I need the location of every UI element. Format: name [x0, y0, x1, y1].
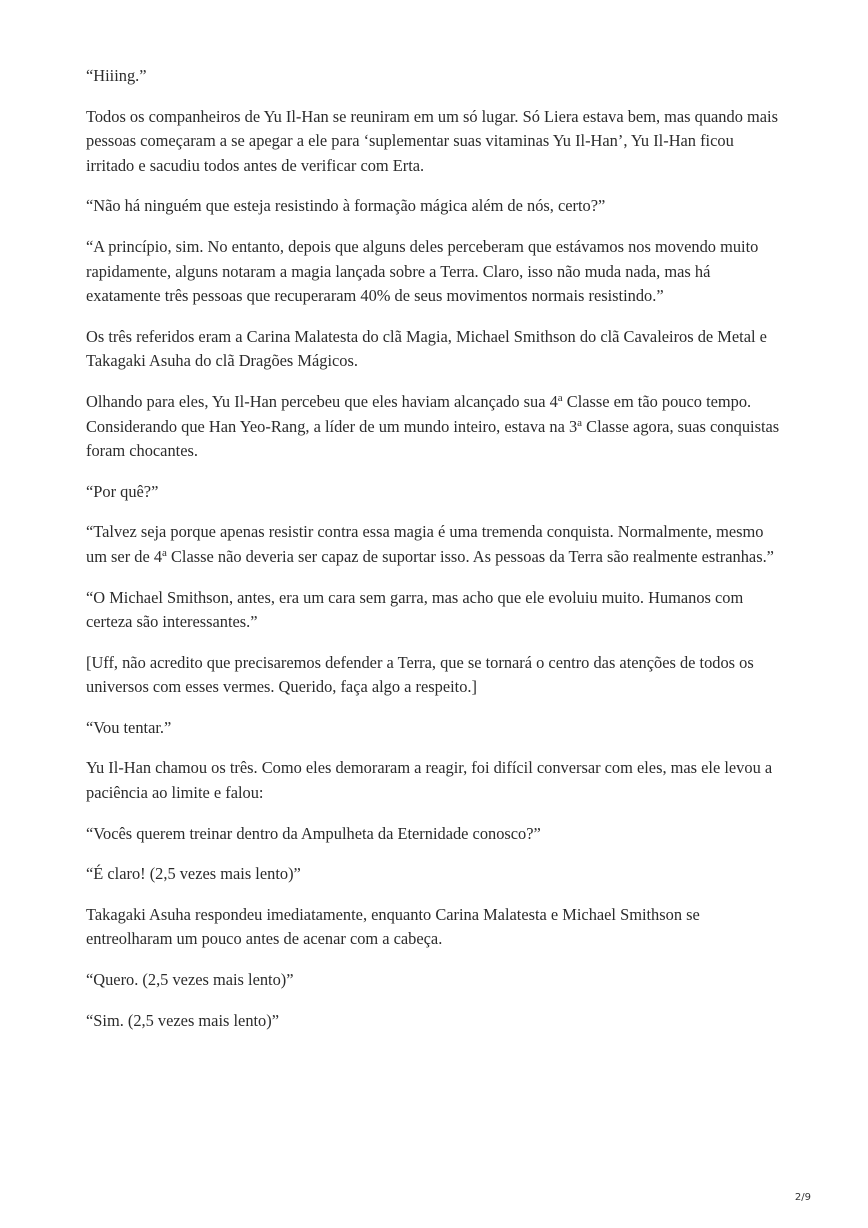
paragraph-2: Todos os companheiros de Yu Il-Han se reuniram em um só lugar. Só Liera estava bem, mas quando mais pessoas começaram a se apegar a ele para ‘suplementar suas vitaminas Yu Il-Han’, Yu Il-Han ficou irritado e sacudiu todos antes de verificar com Erta. — [86, 106, 778, 175]
paragraph-8-text-b: Classe não deveria ser capaz de suportar isso. As pessoas da Terra são realmente estranhas.” — [166, 546, 774, 566]
paragraph-11: “Vou tentar.” — [86, 717, 172, 737]
paragraph-9: “O Michael Smithson, antes, era um cara sem garra, mas acho que ele evoluiu muito. Humanos com certeza são interessantes.” — [86, 587, 744, 632]
ordinal-superscript: a — [557, 391, 563, 404]
paragraph-6 — [86, 390, 786, 464]
paragraph-8 — [86, 520, 786, 569]
ordinal-superscript: a — [577, 416, 583, 429]
paragraph-17: “Sim. (2,5 vezes mais lento)” — [86, 1010, 279, 1030]
paragraph-13: “Vocês querem treinar dentro da Ampulheta da Eternidade conosco?” — [86, 823, 541, 843]
paragraph-5: Os três referidos eram a Carina Malatesta do clã Magia, Michael Smithson do clã Cavaleiros de Metal e Takagaki Asuha do clã Dragões Mágicos. — [86, 326, 767, 371]
paragraph-8-text-a: “Talvez seja porque apenas resistir contra essa magia é uma tremenda conquista. Normalmente, mesmo um ser de 4 — [86, 522, 764, 566]
paragraph-16: “Quero. (2,5 vezes mais lento)” — [86, 970, 294, 990]
paragraph-6-text-b: Classe em tão pouco tempo. Considerando que Han Yeo-Rang, a líder de um mundo inteiro, estava na 3 — [86, 391, 752, 436]
paragraph-6-text-a: Olhando para eles, Yu Il-Han percebeu que eles haviam alcançado sua 4 — [86, 391, 558, 411]
page-number: 2/9 — [794, 1192, 811, 1203]
document-body — [86, 64, 786, 1049]
paragraph-12: Yu Il-Han chamou os três. Como eles demoraram a reagir, foi difícil conversar com eles, mas ele levou a paciência ao limite e falou: — [86, 758, 773, 803]
paragraph-10: [Uff, não acredito que precisaremos defender a Terra, que se tornará o centro das atenções de todos os universos com esses vermes. Querido, faça algo a respeito.] — [86, 652, 754, 697]
paragraph-1: “Hiiing.” — [86, 66, 147, 85]
paragraph-14: “É claro! (2,5 vezes mais lento)” — [86, 864, 301, 884]
paragraph-15: Takagaki Asuha respondeu imediatamente, enquanto Carina Malatesta e Michael Smithson se entreolharam um pouco antes de acenar com a cabeça. — [86, 904, 700, 949]
paragraph-3: “Não há ninguém que esteja resistindo à formação mágica além de nós, certo?” — [86, 196, 606, 216]
paragraph-7: “Por quê?” — [86, 481, 159, 501]
paragraph-4: “A princípio, sim. No entanto, depois que alguns deles perceberam que estávamos nos movendo muito rapidamente, alguns notaram a magia lançada sobre a Terra. Claro, isso não muda nada, mas há exatamente três pessoas que recuperaram 40% de seus movimentos normais resistindo.” — [86, 236, 759, 306]
paragraph-6-text-c: Classe agora, suas conquistas foram chocantes. — [86, 416, 780, 461]
ordinal-superscript: a — [162, 546, 167, 559]
